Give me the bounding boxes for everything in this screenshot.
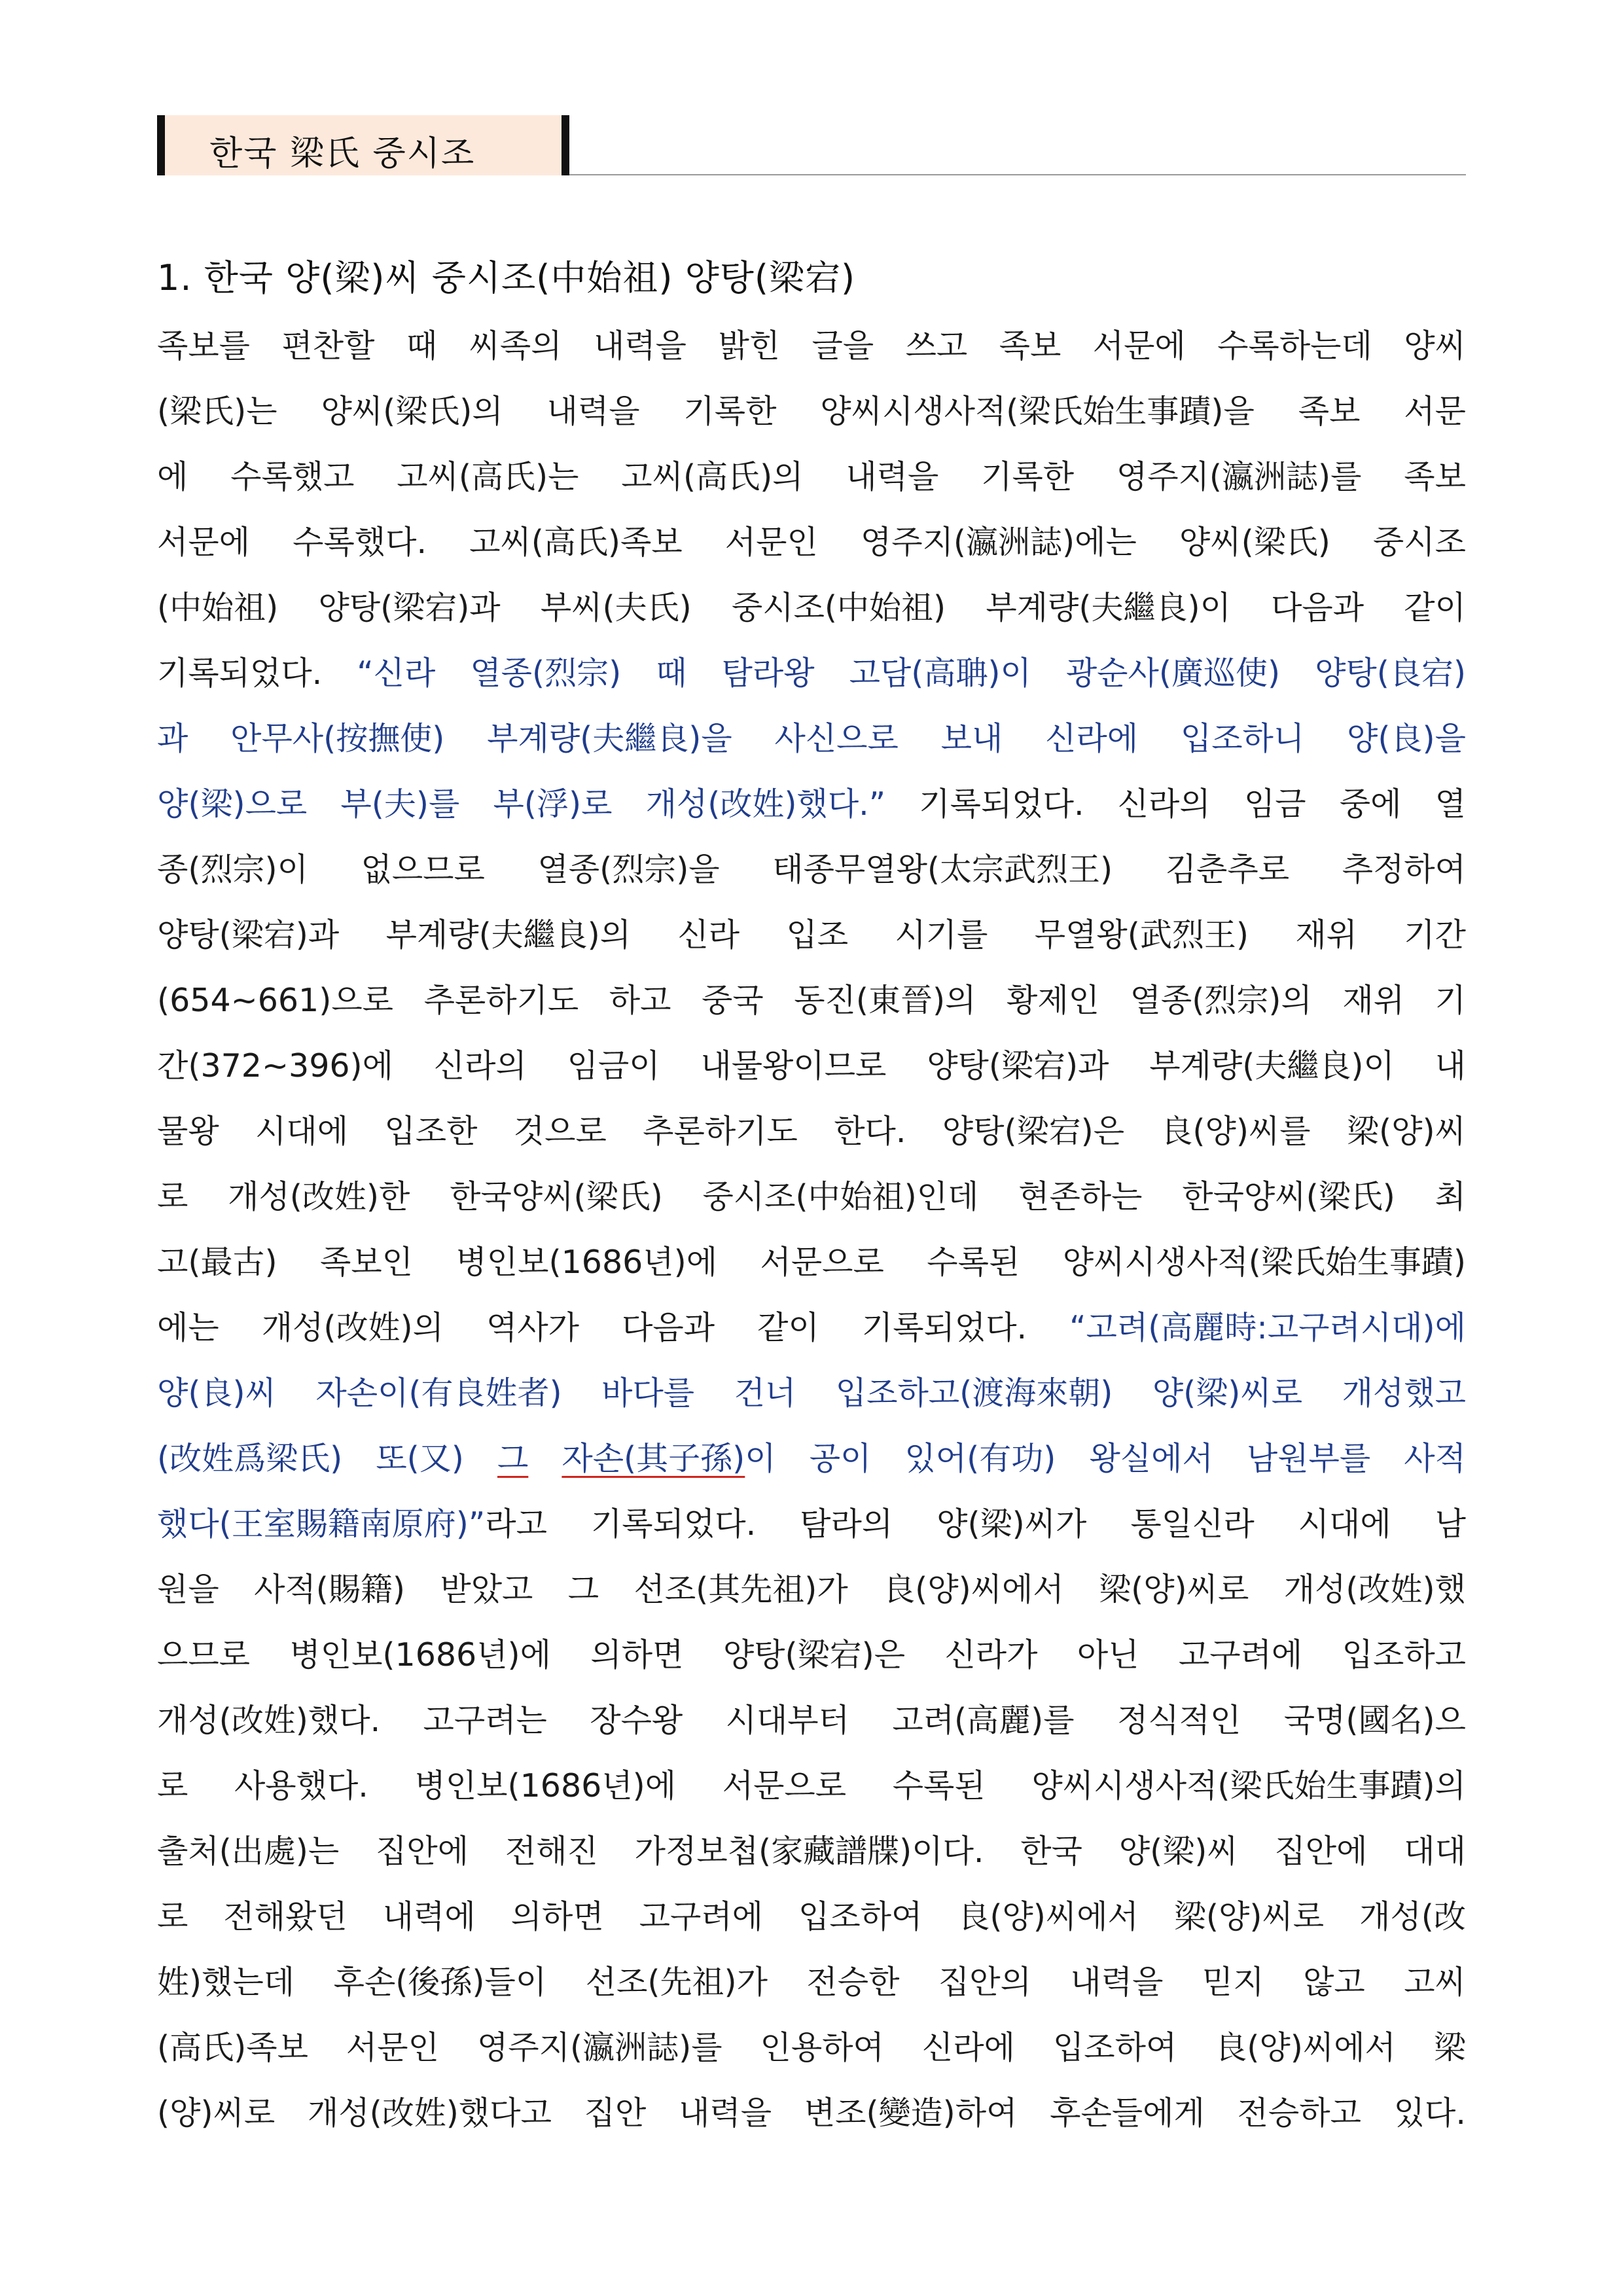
word: 자손이(有良姓者) [315, 1374, 562, 1412]
word: 추정하여 [1342, 851, 1466, 888]
word: 사용했다. [234, 1767, 368, 1804]
word: 으므로 [157, 1636, 251, 1674]
word: 영주지(瀛洲誌)를 [1116, 458, 1362, 495]
word: 에 [157, 458, 188, 495]
word: 梁(양)씨 [1347, 1113, 1466, 1150]
word: 서문에 [1092, 327, 1186, 365]
word: 양씨시생사적(梁氏始生事蹟)을 [820, 393, 1255, 430]
word: 때 [656, 655, 687, 692]
body-text [157, 321, 1466, 2153]
word: 로 [157, 1898, 188, 1935]
word: 내력을 [679, 2094, 772, 2132]
word: 중시조(中始祖)인데 [702, 1178, 979, 1215]
word: 신라의 [1117, 785, 1211, 823]
word: 다음과 [622, 1309, 715, 1346]
word: 부계량(夫繼良)을 [487, 720, 732, 757]
word: 국명(國名)으 [1283, 1702, 1466, 1739]
word: 개성(改姓)했다.” [645, 785, 886, 823]
word: 서문인 [346, 2029, 439, 2066]
word: 梁(양)씨로 [1099, 1571, 1249, 1608]
word: 입조하니 [1180, 720, 1305, 757]
word: 良(양)씨를 [1160, 1113, 1311, 1150]
word: 때 [406, 327, 438, 365]
word: 기록한 [683, 393, 777, 430]
word: 병인보(1686년)에 [414, 1767, 677, 1804]
word: 신라에 [921, 2029, 1015, 2066]
word: 고구려에 [1178, 1636, 1303, 1674]
word: 고씨(高氏)의 [621, 458, 804, 495]
word: 집안의 [938, 1964, 1031, 2001]
word: 간(372~396)에 [157, 1047, 394, 1085]
word: 글을 [812, 327, 874, 365]
word: 다음과 [1271, 589, 1364, 626]
word: 선조(其先祖)가 [633, 1571, 848, 1608]
word: 내물왕이므로 [700, 1047, 887, 1085]
word: 믿지 [1202, 1964, 1264, 2001]
word: 기 [1435, 982, 1466, 1019]
word: (改姓爲梁氏) [157, 1440, 343, 1477]
word: 후손들에게 [1050, 2094, 1205, 2132]
word: 족보를 [157, 327, 251, 365]
word: 대대 [1404, 1833, 1466, 1870]
word: 내력을 [1070, 1964, 1164, 2001]
word: 기록되었다. [590, 1505, 757, 1543]
word: 양(梁)으로 [157, 785, 308, 823]
word: 양탕(梁宕)과 [927, 1047, 1109, 1085]
word: 족보인 [320, 1244, 414, 1281]
word: 부(浮)로 [493, 785, 613, 823]
word: 의하면 [590, 1636, 684, 1674]
word: 서문으로 [760, 1244, 884, 1281]
word: 열종(烈宗)의 [1130, 982, 1312, 1019]
body-line [157, 1957, 1466, 2022]
body-line [157, 1761, 1466, 1826]
word: 서문으로 [722, 1767, 847, 1804]
word: 그 [567, 1571, 599, 1608]
header-tab [157, 115, 569, 175]
word: 변조(變造)하여 [804, 2094, 1018, 2132]
body-line [157, 1302, 1466, 1368]
word: 고구려는 [423, 1702, 547, 1739]
word: 양(梁)씨로 [1152, 1374, 1303, 1412]
word: 추론하기도 [423, 982, 579, 1019]
word: 부계량(夫繼良)의 [385, 916, 632, 954]
word: 고씨 [1404, 1964, 1466, 2001]
word: 광순사(廣巡使) [1065, 655, 1281, 692]
word: 시대부터 [725, 1702, 849, 1739]
word: 과 [157, 720, 188, 757]
word: 그 [497, 1440, 529, 1477]
word: (654~661)으로 [157, 982, 394, 1019]
word: 로 [157, 1178, 188, 1215]
body-line [157, 583, 1466, 648]
word: 현존하는 [1018, 1178, 1143, 1215]
word: 良(양)씨에서 [1215, 2029, 1396, 2066]
word: 양씨 [1404, 327, 1466, 365]
body-line [157, 2022, 1466, 2088]
word: 고(最古) [157, 1244, 277, 1281]
word: 내력을 [594, 327, 687, 365]
word: 있어(有功) [904, 1440, 1056, 1477]
word: 개성(改姓)했다고 [308, 2094, 552, 2132]
body-line [157, 1695, 1466, 1761]
word: 동진(東晉)의 [794, 982, 976, 1019]
word: 병인보(1686년)에 [455, 1244, 718, 1281]
word: 고씨(高氏)는 [397, 458, 579, 495]
word: 고담(高聃)이 [849, 655, 1031, 692]
word: 재위 [1342, 982, 1405, 1019]
body-line [157, 1237, 1466, 1302]
word: 왕실에서 [1089, 1440, 1213, 1477]
word: (양)씨로 [157, 2094, 276, 2132]
word: 고려(高麗)를 [892, 1702, 1075, 1739]
word: “신라 [357, 655, 436, 692]
word: 받았고 [440, 1571, 533, 1608]
body-line [157, 321, 1466, 386]
word: 추론하기도 [643, 1113, 798, 1150]
word: 로 [157, 1767, 188, 1804]
body-line [157, 1172, 1466, 1237]
word: 양씨시생사적(梁氏始生事蹟) [1062, 1244, 1466, 1281]
word: 서문에 [157, 524, 251, 561]
word: 개성(改姓)했 [1283, 1571, 1466, 1608]
word: 수록하는데 [1217, 327, 1372, 365]
word: 기록되었다. [157, 655, 323, 692]
word: 같이 [757, 1309, 819, 1346]
word: 한국양씨(梁氏) [450, 1178, 663, 1215]
word: 바다를 [601, 1374, 695, 1412]
word: 개성(改姓)의 [261, 1309, 444, 1346]
word: 원을 [157, 1571, 219, 1608]
word: 내력을 [846, 458, 939, 495]
word: 기간 [1404, 916, 1466, 954]
word: 한다. [834, 1113, 906, 1150]
word: 영주지(瀛洲誌)를 [476, 2029, 722, 2066]
word: 전승한 [806, 1964, 900, 2001]
body-line [157, 1564, 1466, 1630]
word: 양탕(梁宕)은 [942, 1113, 1125, 1150]
word: 밝힌 [718, 327, 781, 365]
word: 신라 [677, 916, 740, 954]
word: 전해진 [505, 1833, 598, 1870]
word: 부계량(夫繼良)이 [986, 589, 1231, 626]
body-line [157, 1041, 1466, 1106]
word: 입조하고 [1342, 1636, 1466, 1674]
body-line [157, 1106, 1466, 1172]
word: 족보 [999, 327, 1061, 365]
word: 것으로 [513, 1113, 607, 1150]
word: 태종무열왕(太宗武烈王) [772, 851, 1113, 888]
word: 임금 [1243, 785, 1306, 823]
word: 서문인 [724, 524, 818, 561]
word: 개성했고 [1342, 1374, 1466, 1412]
word: 열종(烈宗)을 [537, 851, 720, 888]
word: 양(良)을 [1347, 720, 1466, 757]
body-line [157, 779, 1466, 844]
word: 부씨(夫氏) [540, 589, 692, 626]
body-line [157, 517, 1466, 583]
word: 시대에 [255, 1113, 349, 1150]
word: (梁氏)는 [157, 393, 277, 430]
word: 한국양씨(梁氏) [1182, 1178, 1395, 1215]
word: 시기를 [895, 916, 988, 954]
word: 양(良)씨 [157, 1374, 276, 1412]
header-title: 한국 梁氏 중시조 [209, 134, 476, 173]
word: 내력에 [382, 1898, 476, 1935]
word: 씨족의 [469, 327, 562, 365]
word: 안무사(按撫使) [230, 720, 445, 757]
body-line [157, 1433, 1466, 1499]
word: 시대에 [1298, 1505, 1391, 1543]
word: 수록된 [892, 1767, 986, 1804]
body-line [157, 648, 1466, 713]
section-header [157, 115, 1466, 178]
word: 신라가 [944, 1636, 1038, 1674]
word: 탐라의 [800, 1505, 893, 1543]
section-title: 1. 한국 양(梁)씨 중시조(中始祖) 양탕(梁宕) [157, 257, 856, 298]
word: 입조한 [384, 1113, 478, 1150]
word: 입조 [786, 916, 849, 954]
word: 족보 [1404, 458, 1466, 495]
word: 전승하고 [1237, 2094, 1361, 2132]
word: 쓰고 [905, 327, 968, 365]
word: 무열왕(武烈王) [1034, 916, 1249, 954]
word: 고씨(高氏)족보 [469, 524, 683, 561]
word: 역사가 [486, 1309, 580, 1346]
word: 종(烈宗)이 [157, 851, 308, 888]
word: 중국 [702, 982, 764, 1019]
word: 양씨(梁氏) [1179, 524, 1330, 561]
word: 수록된 [927, 1244, 1020, 1281]
word: 중시조(中始祖) [731, 589, 946, 626]
word: 양(梁)씨 [1118, 1833, 1238, 1870]
word: 입조하여 [1052, 2029, 1177, 2066]
word: 건너 [734, 1374, 796, 1412]
word: 梁(양)씨로 [1173, 1898, 1325, 1935]
word: 아닌 [1077, 1636, 1139, 1674]
word: 집안 [584, 2094, 647, 2132]
body-line [157, 1892, 1466, 1957]
word: 내력을 [546, 393, 640, 430]
word: 있다. [1393, 2094, 1466, 2132]
word: 전해왔던 [223, 1898, 348, 1935]
word: 출처(出處)는 [157, 1833, 340, 1870]
word: 신라에 [1045, 720, 1139, 757]
body-line [157, 1630, 1466, 1695]
word: 병인보(1686년)에 [289, 1636, 552, 1674]
word: 영주지(瀛洲誌)에는 [860, 524, 1137, 561]
word: 물왕 [157, 1113, 219, 1150]
word: 기록되었다. [861, 1309, 1027, 1346]
word: 후손(後孫)들이 [333, 1964, 547, 2001]
word: 개성(改 [1359, 1898, 1466, 1935]
word: 사적 [1404, 1440, 1466, 1477]
word: 양(梁)씨가 [936, 1505, 1087, 1543]
word: (高氏)족보 [157, 2029, 308, 2066]
word: (中始祖) [157, 589, 279, 626]
word: 했다(王室賜籍南原府)”라고 [157, 1505, 547, 1543]
word: 열 [1435, 785, 1466, 823]
body-line [157, 910, 1466, 975]
word: 않고 [1303, 1964, 1365, 2001]
word: 수록했고 [230, 458, 355, 495]
word: 통일신라 [1130, 1505, 1255, 1543]
word: 장수왕 [590, 1702, 683, 1739]
word: 열종(烈宗) [470, 655, 622, 692]
word: 김춘추로 [1165, 851, 1290, 888]
word: 기록한 [981, 458, 1075, 495]
word: 양탕(梁宕)과 [157, 916, 340, 954]
word: 자손(其子孫)이 [562, 1440, 776, 1477]
word: 사신으로 [774, 720, 899, 757]
word: 양탕(梁宕)과 [318, 589, 501, 626]
word: 신라의 [433, 1047, 527, 1085]
word: 부계량(夫繼良)이 [1149, 1047, 1395, 1085]
word: 고구려에 [639, 1898, 763, 1935]
body-line [157, 452, 1466, 517]
word: 사적(賜籍) [254, 1571, 405, 1608]
body-line [157, 713, 1466, 779]
word: 입조하고(渡海來朝) [835, 1374, 1113, 1412]
word: 부(夫)를 [340, 785, 460, 823]
word: 수록했다. [293, 524, 427, 561]
word: 또(又) [376, 1440, 464, 1477]
word: 중시조 [1372, 524, 1466, 561]
word: 良(양)씨에서 [883, 1571, 1064, 1608]
word: 梁 [1433, 2029, 1466, 2066]
word: 황제인 [1007, 982, 1100, 1019]
word: 良(양)씨에서 [957, 1898, 1139, 1935]
word: 재위 [1295, 916, 1357, 954]
word: 양씨시생사적(梁氏始生事蹟)의 [1031, 1767, 1466, 1804]
word: 남 [1435, 1505, 1466, 1543]
word: 임금이 [567, 1047, 660, 1085]
body-line [157, 1368, 1466, 1433]
word: 양탕(良宕) [1315, 655, 1466, 692]
word: 가정보첩(家藏譜牒)이다. [634, 1833, 984, 1870]
word: 같이 [1404, 589, 1466, 626]
word: 양탕(梁宕)은 [722, 1636, 906, 1674]
body-line [157, 844, 1466, 910]
word: 선조(先祖)가 [585, 1964, 768, 2001]
body-line [157, 2088, 1466, 2153]
word: 탐라왕 [721, 655, 815, 692]
word: 공이 [809, 1440, 872, 1477]
body-line [157, 386, 1466, 452]
word: 족보 [1298, 393, 1361, 430]
word: 개성(改姓)한 [228, 1178, 410, 1215]
word: 집안에 [376, 1833, 469, 1870]
word: 인용하여 [760, 2029, 884, 2066]
word: 최 [1435, 1178, 1466, 1215]
word: 기록되었다. [919, 785, 1084, 823]
word: 내 [1435, 1047, 1466, 1085]
body-line [157, 1826, 1466, 1892]
word: 중에 [1339, 785, 1402, 823]
word: 서문 [1404, 393, 1466, 430]
word: 姓)했는데 [157, 1964, 295, 2001]
word: 정식적인 [1116, 1702, 1241, 1739]
word: 한국 [1020, 1833, 1082, 1870]
word: 양씨(梁氏)의 [321, 393, 503, 430]
word: 없으므로 [361, 851, 485, 888]
body-line [157, 1499, 1466, 1564]
body-line [157, 975, 1466, 1041]
word: 의하면 [510, 1898, 604, 1935]
word: “고려(高麗時:고구려시대)에 [1069, 1309, 1466, 1346]
word: 에는 [157, 1309, 219, 1346]
word: 편찬할 [281, 327, 375, 365]
word: 하고 [609, 982, 671, 1019]
word: 남원부를 [1246, 1440, 1371, 1477]
word: 입조하여 [798, 1898, 923, 1935]
word: 개성(改姓)했다. [157, 1702, 381, 1739]
word: 보내 [940, 720, 1003, 757]
word: 집안에 [1274, 1833, 1368, 1870]
